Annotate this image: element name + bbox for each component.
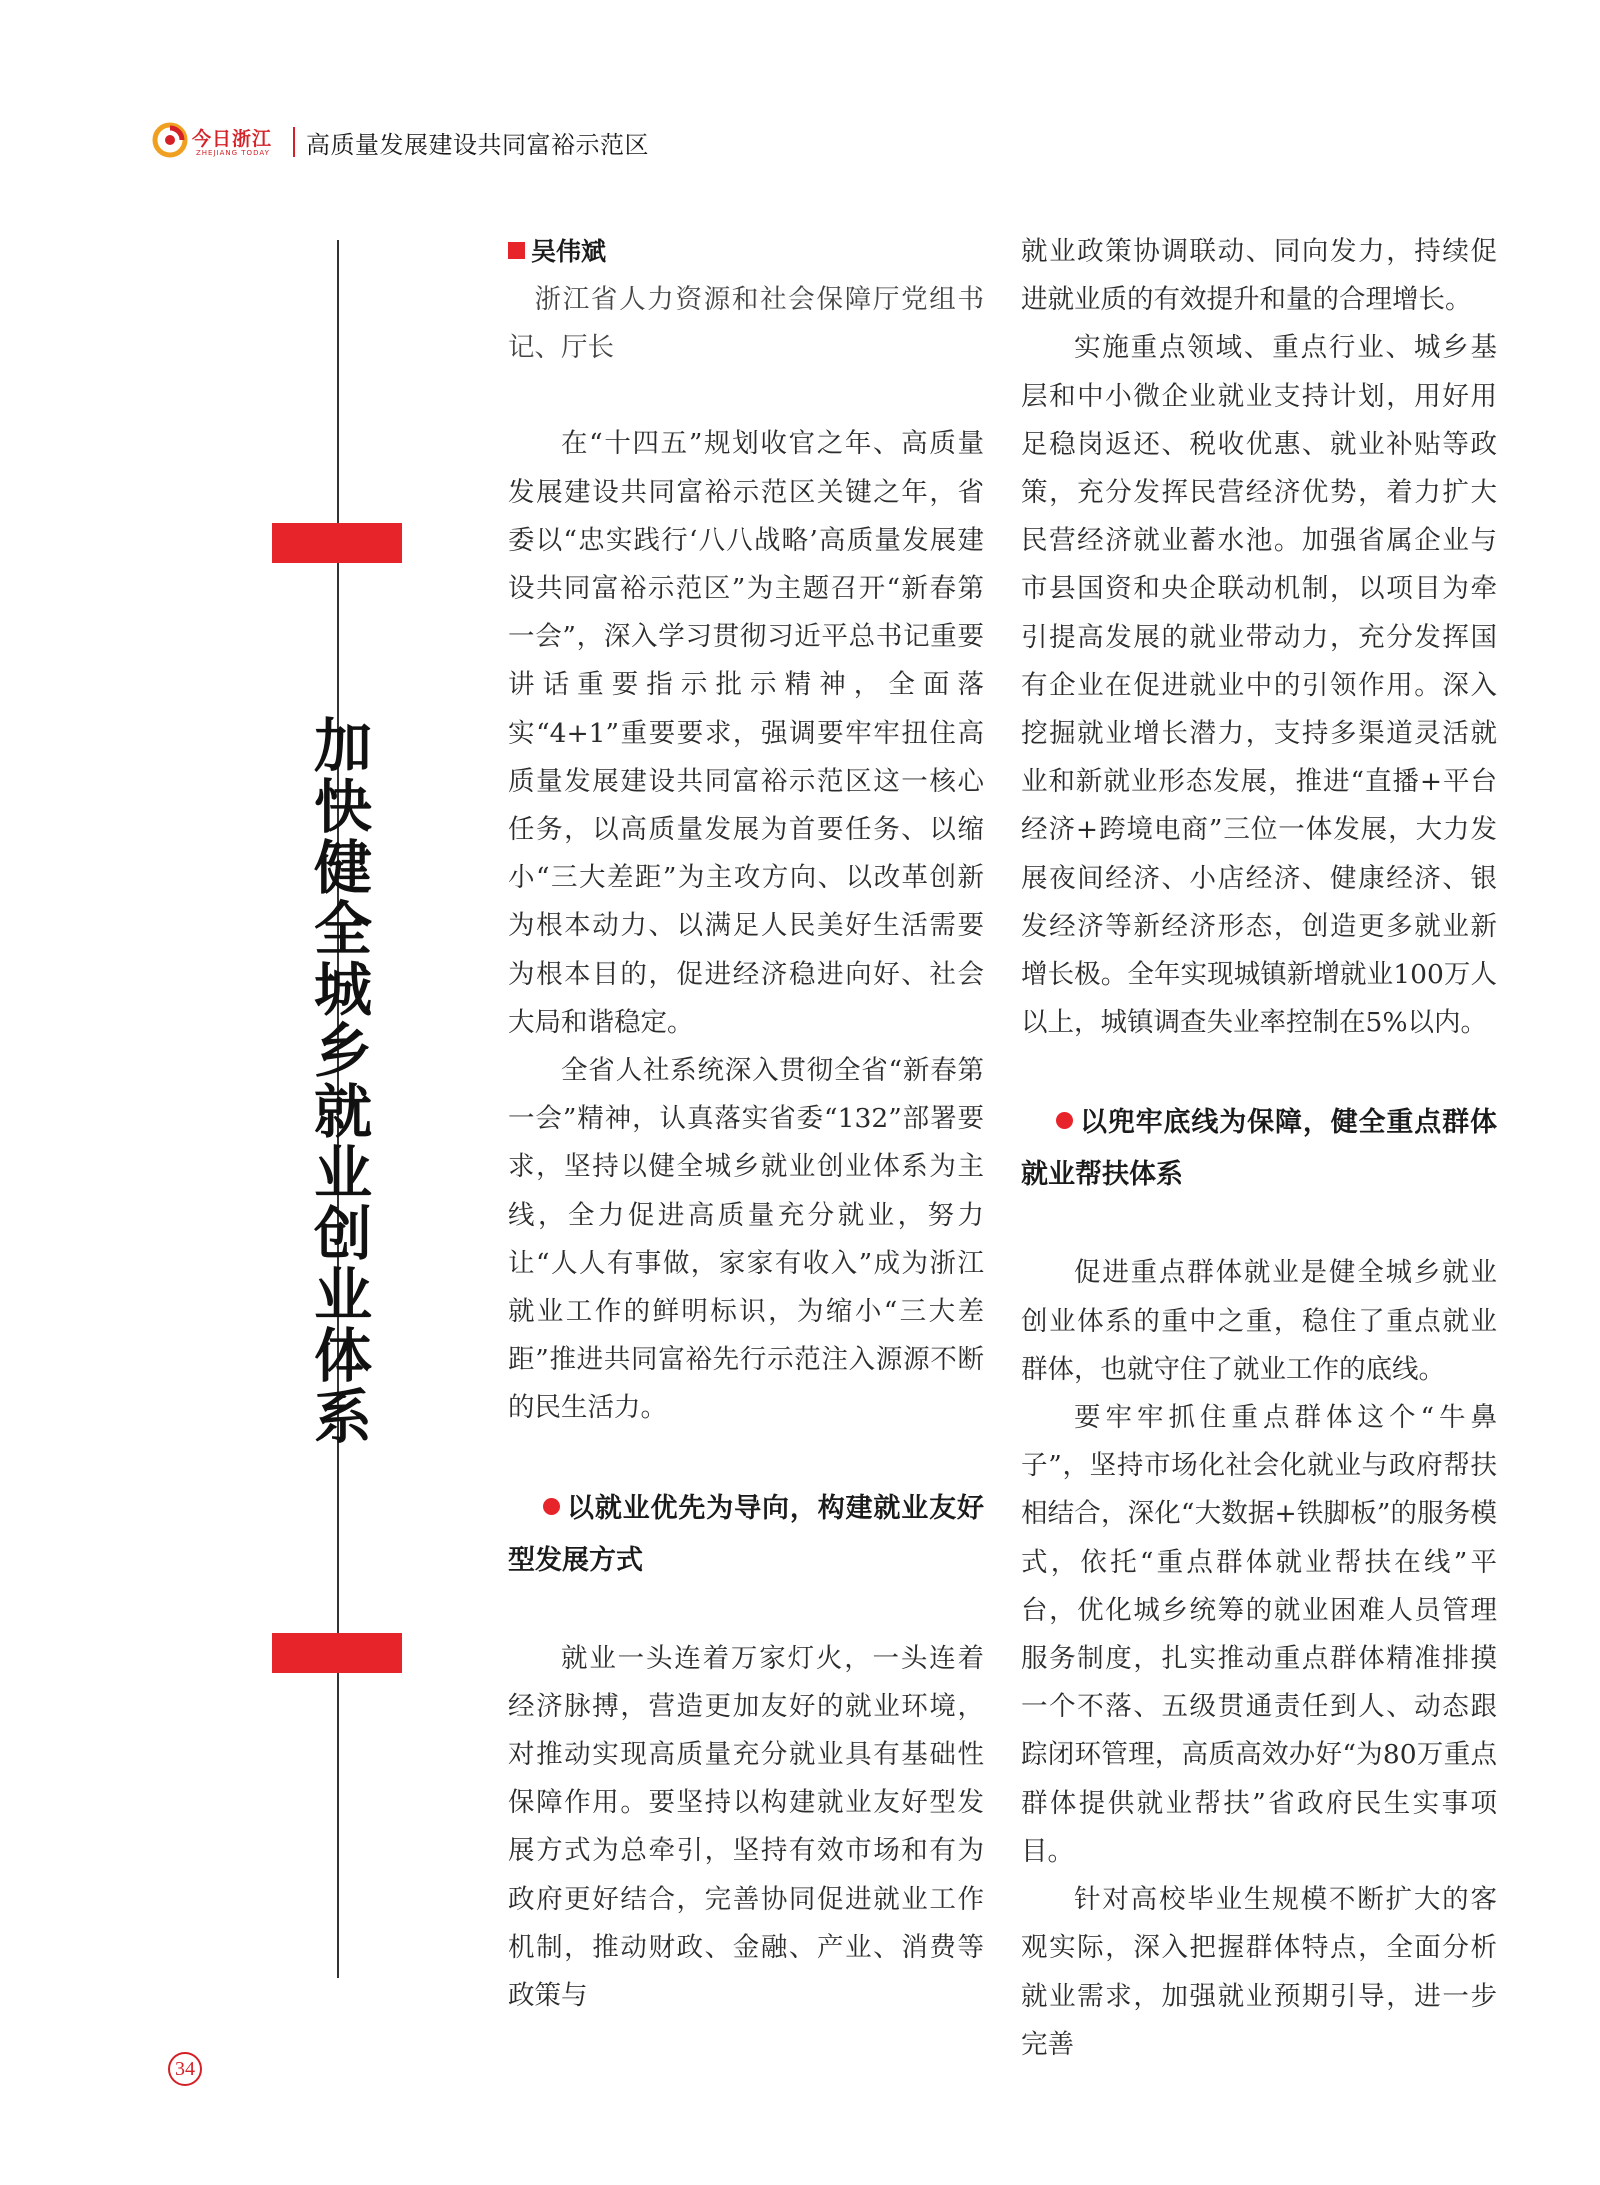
paragraph: 全省人社系统深入贯彻全省“新春第一会”精神，认真落实省委“132”部署要求，坚持以健全城乡就业创业体系为主线，全力促进高质量充分就业，努力让“人人有事做，家家有收入”成为浙江就业工作的鲜明标识，为缩小“三大差距”推进共同富裕先行示范注入源源不断的民生活力。 — [508, 1055, 984, 1424]
article-title: 加快健全城乡就业创业体系 — [304, 715, 372, 1447]
paragraph-continued: 就业政策协调联动、同向发力，持续促进就业质的有效提升和量的合理增长。 — [1021, 236, 1497, 316]
left-column — [508, 228, 984, 2020]
paragraph: 在“十四五”规划收官之年、高质量发展建设共同富裕示范区关键之年，省委以“忠实践行‘八八战略’高质量发展建设共同富裕示范区”为主题召开“新春第一会”，深入学习贯彻习近平总书记重要讲话重要指示批示精神，全面落实“4+1”重要要求，强调要牢牢扭住高质量发展建设共同富裕示范区这一核心任务，以高质量发展为首要任务、以缩小“三大差距”为主攻方向、以改革创新为根本动力、以满足人民美好生活需要为根本目的，促进经济稳进向好、社会大局和谐稳定。 — [508, 428, 984, 1038]
square-bullet-icon — [508, 242, 525, 259]
paragraph: 要牢牢抓住重点群体这个“牛鼻子”，坚持市场化社会化就业与政府帮扶相结合，深化“大数据+铁脚板”的服务模式，依托“重点群体就业帮扶在线”平台，优化城乡统筹的就业困难人员管理服务制度，扎实推动重点群体精准排摸一个不落、五级贯通责任到人、动态跟踪闭环管理，高质高效办好“为80万重点群体提供就业帮扶”省政府民生实事项目。 — [1021, 1402, 1497, 1867]
paragraph: 针对高校毕业生规模不断扩大的客观实际，深入把握群体特点，全面分析就业需求，加强就业预期引导，进一步完善 — [1021, 1884, 1497, 2060]
author-name-text: 吴伟斌 — [531, 237, 607, 266]
section-header-title: 高质量发展建设共同富裕示范区 — [306, 131, 649, 159]
page-number: 34 — [168, 2052, 202, 2086]
author-name — [508, 228, 984, 276]
section-heading-2-text: 以兜牢底线为保障，健全重点群体就业帮扶体系 — [1021, 1107, 1497, 1191]
author-title: 浙江省人力资源和社会保障厅党组书记、厅长 — [508, 284, 984, 364]
logo-swirl-icon — [152, 122, 188, 158]
red-bar-bottom — [272, 1633, 402, 1673]
paragraph: 实施重点领域、重点行业、城乡基层和中小微企业就业支持计划，用好用足稳岗返还、税收优惠、就业补贴等政策，充分发挥民营经济优势，着力扩大民营经济就业蓄水池。加强省属企业与市县国资和央企联动机制，以项目为牵引提高发展的就业带动力，充分发挥国有企业在促进就业中的引领作用。深入挖掘就业增长潜力，支持多渠道灵活就业和新就业形态发展，推进“直播+平台经济+跨境电商”三位一体发展，大力发展夜间经济、小店经济、健康经济、银发经济等新经济形态，创造更多就业新增长极。全年实现城镇新增就业100万人以上，城镇调查失业率控制在5%以内。 — [1021, 332, 1497, 1039]
logo-text-cn: 今日浙江 — [192, 128, 273, 150]
paragraph: 就业一头连着万家灯火，一头连着经济脉搏，营造更加友好的就业环境，对推动实现高质量充分就业具有基础性保障作用。要坚持以构建就业友好型发展方式为总牵引，坚持有效市场和有为政府更好结合，完善协同促进就业工作机制，推动财政、金融、产业、消费等政策与 — [508, 1642, 984, 2012]
right-column — [1021, 228, 1497, 2069]
section-heading-1-text: 以就业优先为导向，构建就业友好型发展方式 — [508, 1492, 984, 1576]
section-heading-2 — [1021, 1097, 1497, 1201]
paragraph: 促进重点群体就业是健全城乡就业创业体系的重中之重，稳住了重点就业群体，也就守住了就业工作的底线。 — [1021, 1257, 1497, 1385]
header-divider — [293, 127, 295, 157]
red-bar-top — [272, 523, 402, 563]
red-dot-icon — [1056, 1112, 1073, 1129]
logo-text-en: ZHEJIANG TODAY — [196, 149, 270, 157]
section-heading-1 — [508, 1483, 984, 1587]
red-dot-icon — [543, 1498, 560, 1515]
